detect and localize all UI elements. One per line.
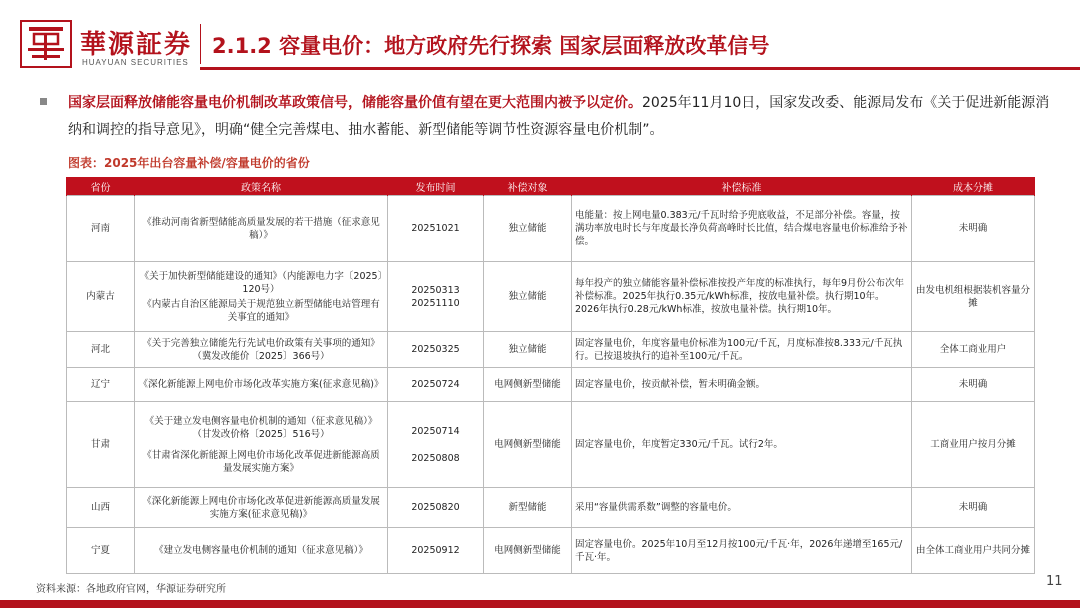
table-row: [67, 528, 1035, 574]
target-cell: 电网侧新型储能: [484, 402, 572, 488]
title-rule: [200, 67, 1080, 70]
policy-cell: [135, 402, 388, 488]
cost-cell: 工商业用户按月分摊: [912, 402, 1035, 488]
header-target: 补偿对象: [484, 177, 572, 196]
header-standard: 补偿标准: [572, 177, 912, 196]
table-header-row: [67, 177, 1035, 196]
table-row: [67, 332, 1035, 368]
province-cell: 宁夏: [67, 528, 135, 574]
province-cell: 甘肃: [67, 402, 135, 488]
target-cell: 电网侧新型储能: [484, 368, 572, 402]
target-cell: 电网侧新型储能: [484, 528, 572, 574]
table-row: [67, 488, 1035, 528]
cost-cell: 由全体工商业用户共同分摊: [912, 528, 1035, 574]
province-cell: 辽宁: [67, 368, 135, 402]
cost-cell: 全体工商业用户: [912, 332, 1035, 368]
policy-cell: [135, 528, 388, 574]
policy-doc: 《甘肃省深化新能源上网电价市场化改革促进新能源高质量发展实施方案》: [142, 449, 380, 474]
brand-name-en: HUAYUAN SECURITIES: [82, 58, 189, 67]
header-date: 发布时间: [388, 177, 484, 196]
standard-cell: 固定容量电价，年度容量电价标准为100元/千瓦，月度标准按8.333元/千瓦执行。已按退坡执行的追补至100元/千瓦。: [572, 332, 912, 368]
date-cell: [388, 196, 484, 262]
cost-cell: 未明确: [912, 368, 1035, 402]
policy-doc: 《建立发电侧容量电价机制的通知（征求意见稿）》: [154, 545, 368, 556]
province-cell: 内蒙古: [67, 262, 135, 332]
policy-cell: [135, 488, 388, 528]
intro-highlight: 国家层面释放储能容量电价机制改革政策信号，储能容量价值有望在更大范围内被予以定价。: [68, 95, 642, 111]
date-cell: [388, 262, 484, 332]
policy-doc: 《关于完善独立储能先行先试电价政策有关事项的通知》（冀发改能价〔2025〕366号）: [142, 337, 380, 362]
cost-cell: 由发电机组根据装机容量分摊: [912, 262, 1035, 332]
standard-cell: 每年投产的独立储能容量补偿标准按投产年度的标准执行，每年9月份公布次年补偿标准。2025年执行0.35元/kWh标准，按放电量补偿。执行期10年。2026年执行0.28元/kWh标准，按放电量补偿。执行期10年。: [572, 262, 912, 332]
target-cell: 独立储能: [484, 332, 572, 368]
footer-bar: [0, 600, 1080, 608]
intro-text: 2025年11月10日，国家发改委、能源局发布《关于促进新能源消纳和调控的指导意见》，明确“健全完善煤电、抽水蓄能、新型储能等调节性资源容量电价机制”。: [68, 95, 1050, 138]
standard-cell: 采用“容量供需系数”调整的容量电价。: [572, 488, 912, 528]
date-cell: [388, 528, 484, 574]
source-note: 资料来源：各地政府官网，华源证券研究所: [36, 584, 226, 595]
table-row: [67, 196, 1035, 262]
intro-paragraph: [68, 90, 1058, 144]
policy-doc: 《深化新能源上网电价市场化改革实施方案(征求意见稿)》: [138, 379, 384, 390]
header-divider: [200, 24, 201, 64]
policy-table: [66, 177, 1035, 574]
target-cell: 独立储能: [484, 196, 572, 262]
standard-cell: 固定容量电价，年度暂定330元/千瓦。试行2年。: [572, 402, 912, 488]
policy-doc: 《关于建立发电侧容量电价机制的通知（征求意见稿）》（甘发改价格〔2025〕516号）: [144, 415, 378, 440]
policy-doc: 《内蒙古自治区能源局关于规范独立新型储能电站管理有关事宜的通知》: [142, 298, 380, 323]
company-logo: [20, 20, 72, 68]
date-value: 20250724: [411, 379, 460, 390]
target-cell: 独立储能: [484, 262, 572, 332]
date-value: 20251110: [411, 297, 460, 309]
target-cell: 新型储能: [484, 488, 572, 528]
cost-cell: 未明确: [912, 196, 1035, 262]
policy-doc: 《关于加快新型储能建设的通知》（内能源电力字〔2025〕120号）: [139, 270, 383, 295]
policy-cell: [135, 368, 388, 402]
page-number: 11: [1046, 574, 1063, 589]
date-value: 20251021: [411, 223, 460, 234]
date-cell: [388, 402, 484, 488]
date-value: 20250313: [411, 284, 460, 296]
table-row: [67, 368, 1035, 402]
policy-cell: [135, 196, 388, 262]
policy-doc: 《深化新能源上网电价市场化改革促进新能源高质量发展实施方案(征求意见稿)》: [142, 495, 380, 520]
province-cell: 河北: [67, 332, 135, 368]
date-cell: [388, 368, 484, 402]
policy-doc: 《推动河南省新型储能高质量发展的若干措施（征求意见稿）》: [142, 216, 380, 241]
standard-cell: 固定容量电价。2025年10月至12月按100元/千瓦·年，2026年递增至165元/千瓦·年。: [572, 528, 912, 574]
date-value: 20250714: [411, 425, 460, 437]
policy-cell: [135, 262, 388, 332]
bullet-square-icon: [40, 98, 47, 105]
table-row: [67, 262, 1035, 332]
header-province: 省份: [67, 177, 135, 196]
policy-cell: [135, 332, 388, 368]
standard-cell: 电能量：按上网电量0.383元/千瓦时给予兜底收益，不足部分补偿。容量，按满功率放电时长与年度最长净负荷高峰时长比值，结合煤电容量电价标准给予补偿。: [572, 196, 912, 262]
date-value: 20250325: [411, 344, 460, 355]
date-cell: [388, 488, 484, 528]
brand-name-cn: 華源証券: [80, 30, 193, 60]
page-title: 2.1.2 容量电价：地方政府先行探索 国家层面释放改革信号: [212, 34, 770, 58]
date-value: 20250808: [411, 452, 460, 464]
date-value: 20250912: [411, 545, 460, 556]
cost-cell: 未明确: [912, 488, 1035, 528]
standard-cell: 固定容量电价，按贡献补偿，暂未明确金额。: [572, 368, 912, 402]
table-caption: 图表：2025年出台容量补偿/容量电价的省份: [68, 156, 310, 170]
date-value: 20250820: [411, 502, 460, 513]
province-cell: 河南: [67, 196, 135, 262]
province-cell: 山西: [67, 488, 135, 528]
date-cell: [388, 332, 484, 368]
header-cost: 成本分摊: [912, 177, 1035, 196]
header-policy: 政策名称: [135, 177, 388, 196]
table-row: [67, 402, 1035, 488]
